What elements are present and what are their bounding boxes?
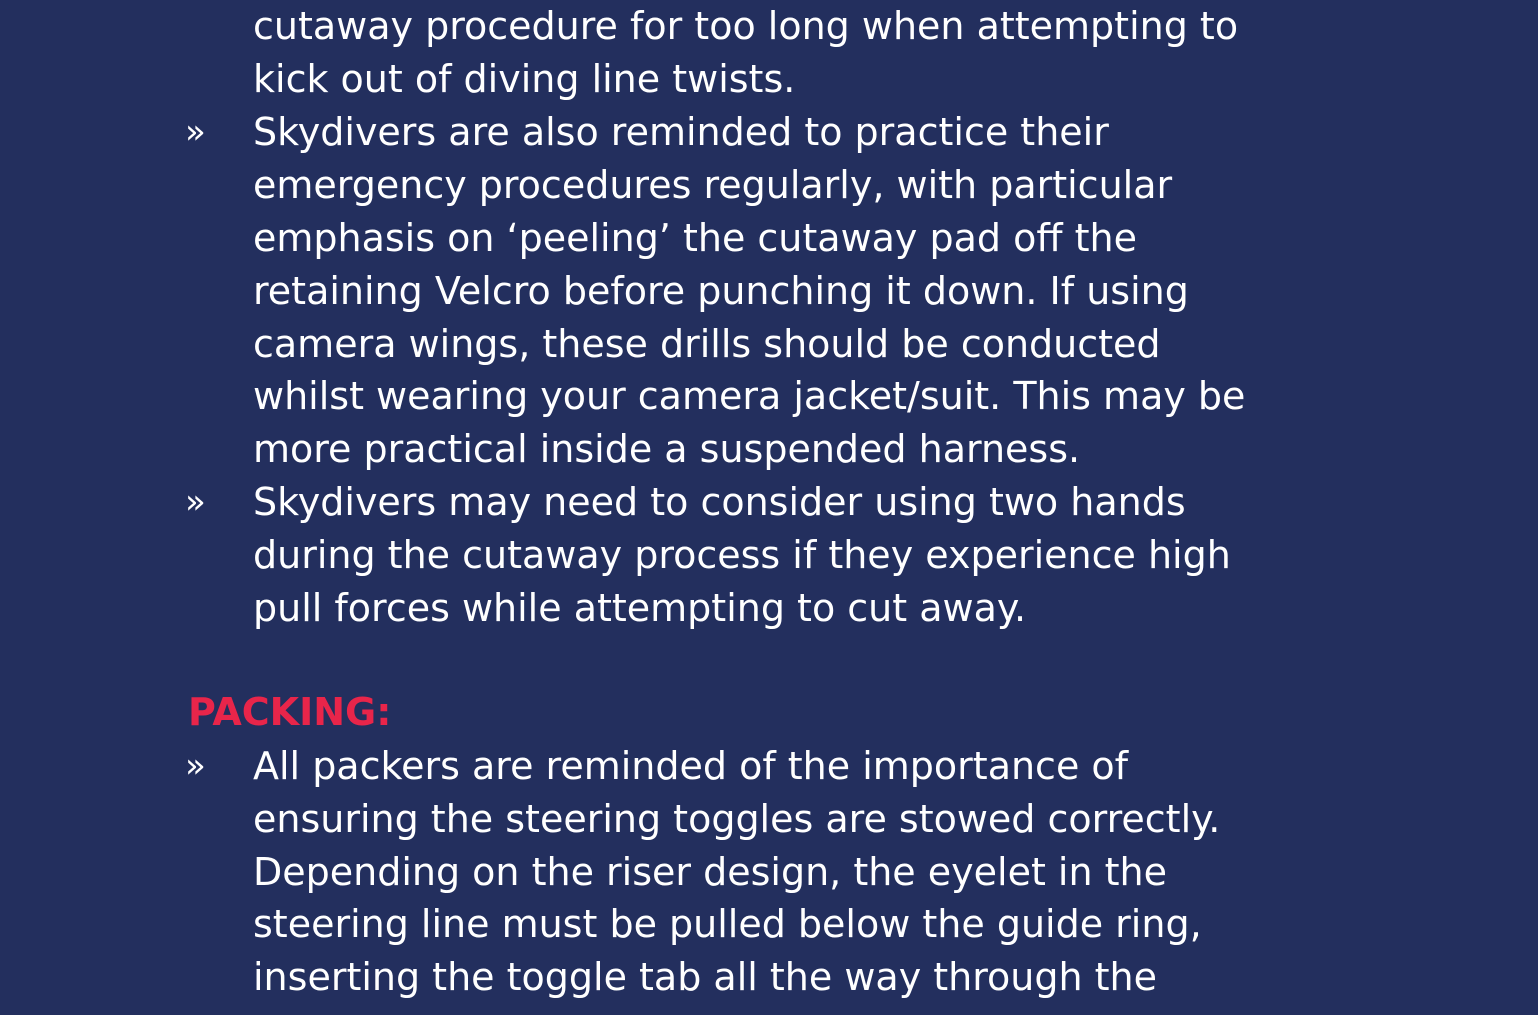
bullet-1-line: whilst wearing your camera jacket/suit. This may be: [253, 374, 1246, 418]
bullet-1-line: more practical inside a suspended harness.: [253, 427, 1081, 471]
bullet-1-line: emergency procedures regularly, with particular: [253, 163, 1173, 207]
bullet-3-line: Depending on the riser design, the eyelet in the: [253, 850, 1168, 894]
bullet-marker: »: [185, 482, 206, 522]
bullet-3-line: ensuring the steering toggles are stowed correctly.: [253, 797, 1221, 841]
bullet-marker: »: [185, 112, 206, 152]
bullet-2-line: Skydivers may need to consider using two hands: [253, 480, 1186, 524]
bullet-3-line: inserting the toggle tab all the way through the: [253, 955, 1158, 999]
bullet-1-line: retaining Velcro before punching it down. If using: [253, 269, 1189, 313]
bullet-3-line: steering line must be pulled below the guide ring,: [253, 902, 1202, 946]
bullet-2-line: during the cutaway process if they experience high: [253, 533, 1231, 577]
bullet-1-line: camera wings, these drills should be conducted: [253, 322, 1161, 366]
packing-heading: PACKING:: [188, 690, 392, 734]
intro-line: kick out of diving line twists.: [253, 57, 796, 101]
bullet-1-line: Skydivers are also reminded to practice their: [253, 110, 1109, 154]
bullet-2-line: pull forces while attempting to cut away.: [253, 586, 1027, 630]
bullet-3-line: All packers are reminded of the importance of: [253, 744, 1129, 788]
bullet-marker: »: [185, 746, 206, 786]
intro-line: cutaway procedure for too long when attempting to: [253, 4, 1239, 48]
bullet-1-line: emphasis on ‘peeling’ the cutaway pad off the: [253, 216, 1137, 260]
